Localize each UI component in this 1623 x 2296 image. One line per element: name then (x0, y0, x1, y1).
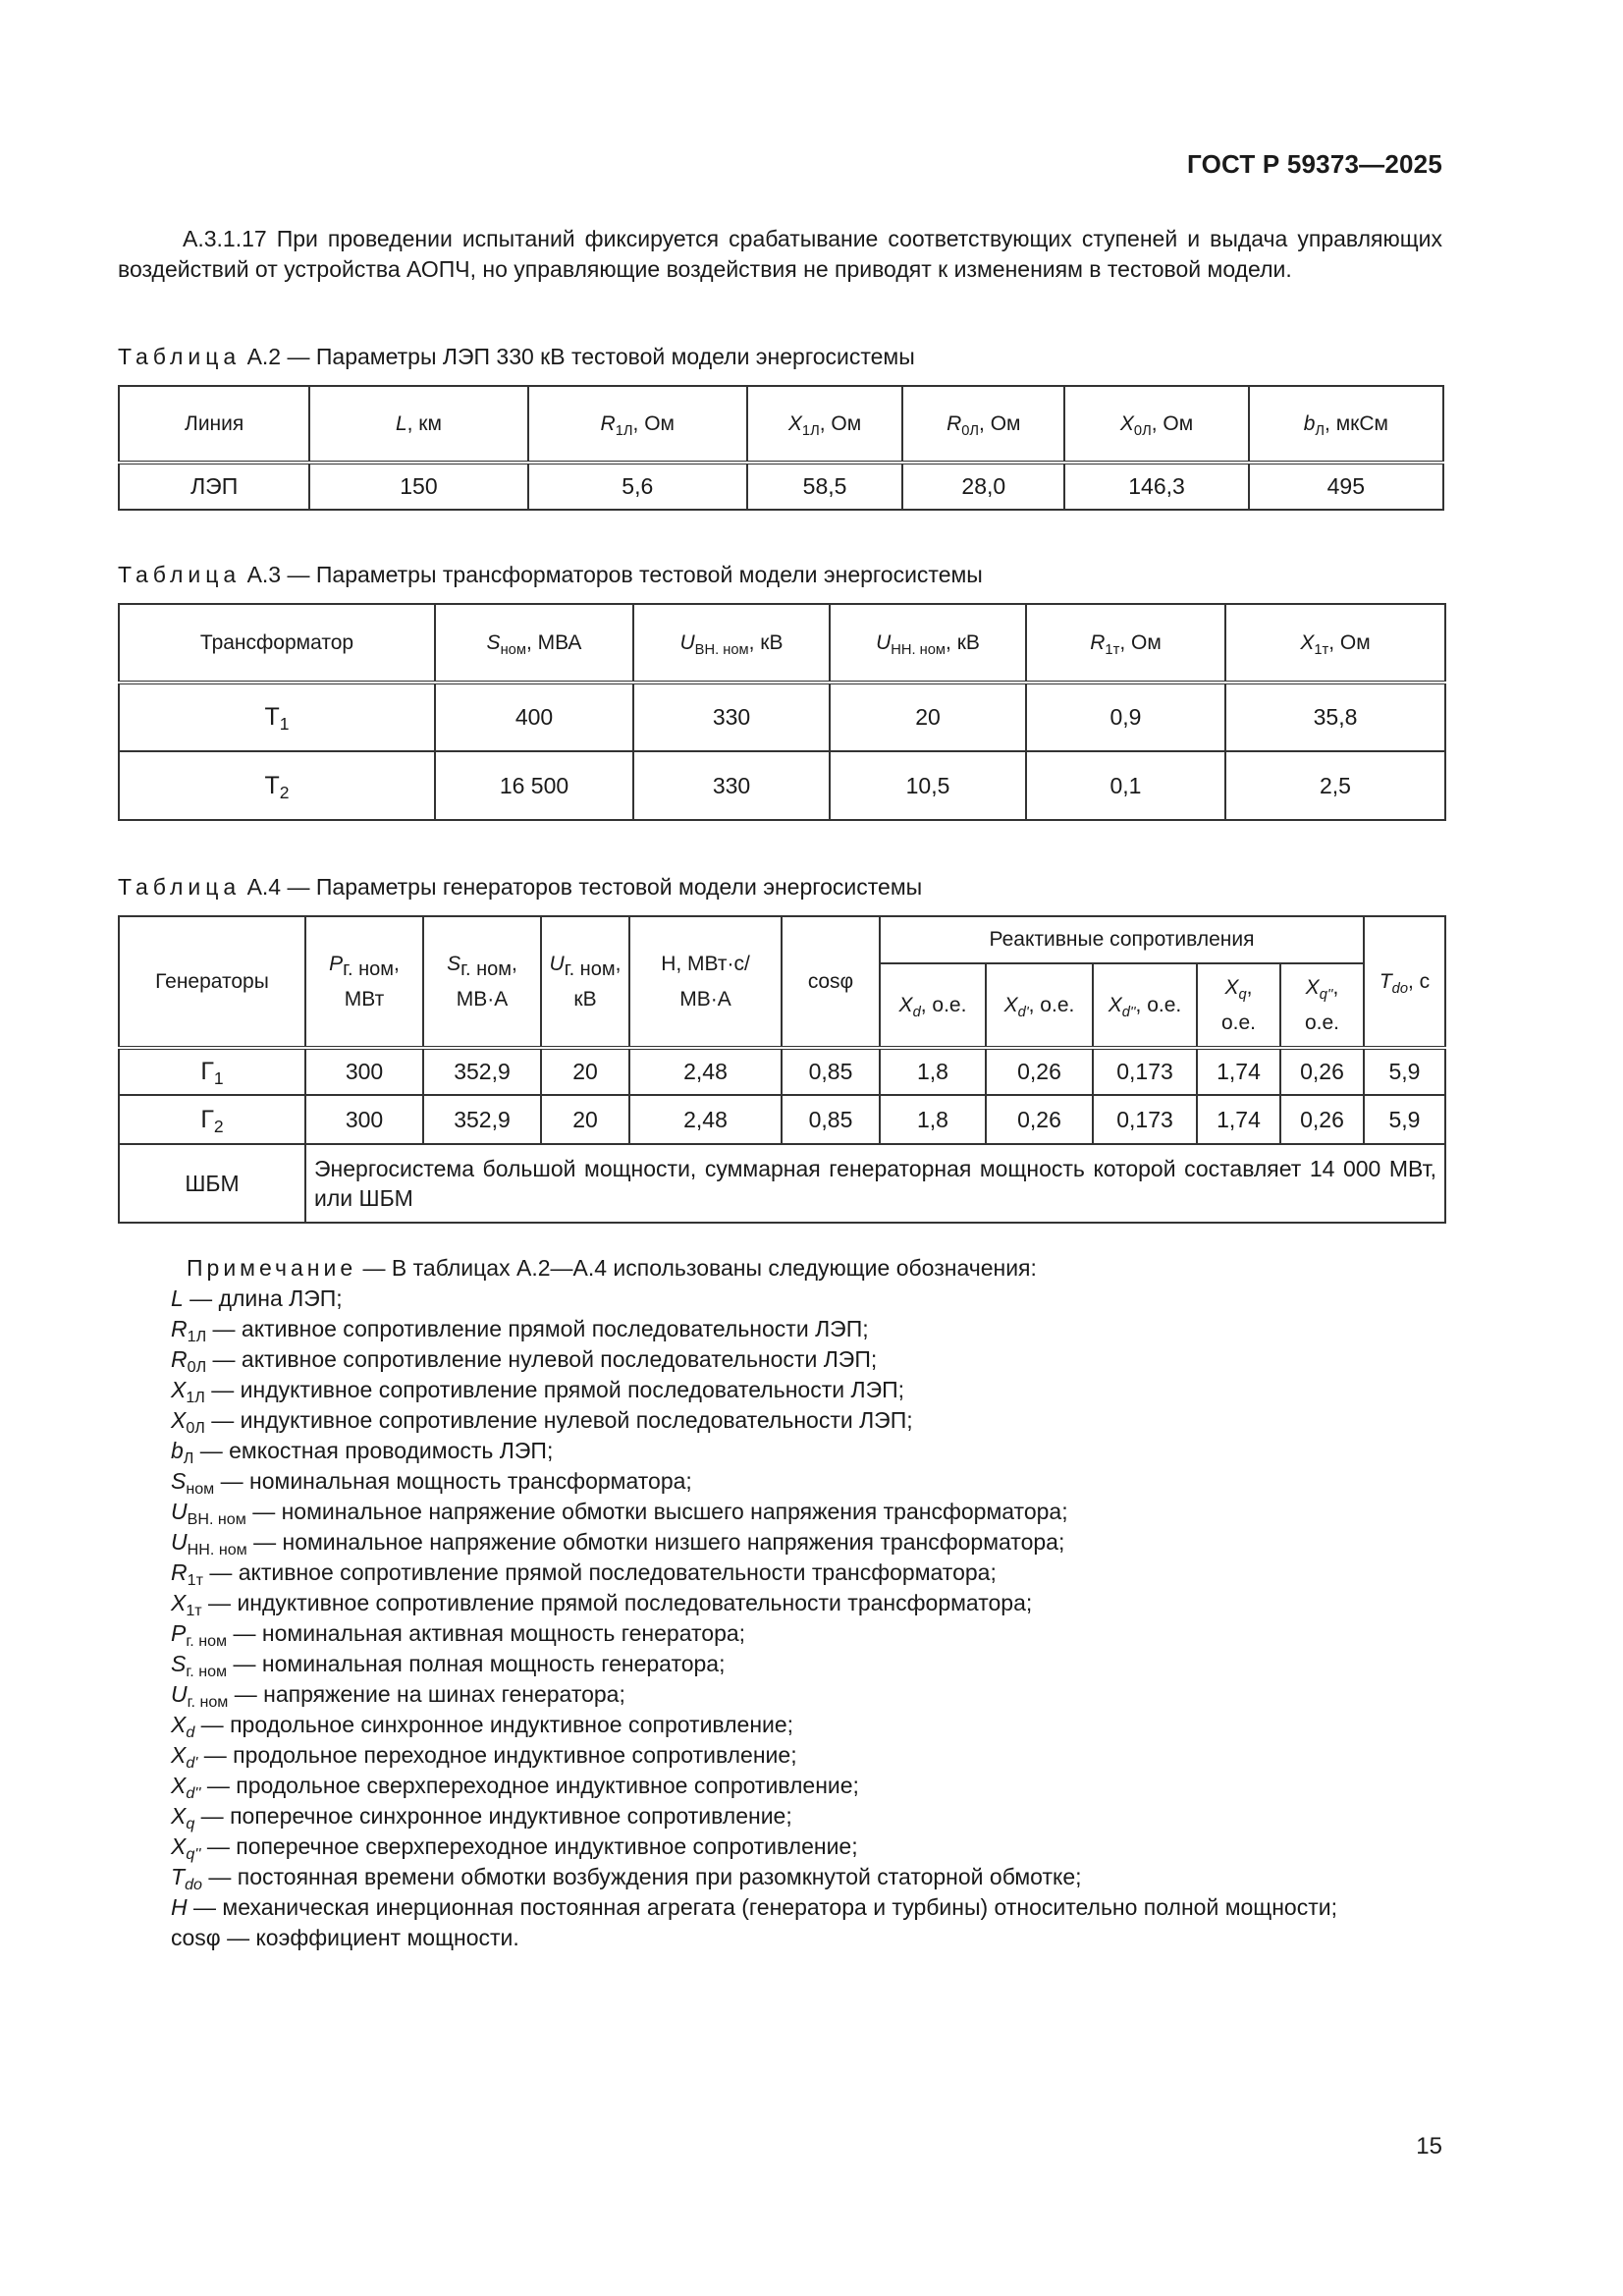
header-s-nom: $S_{г. ном}$, МВ·А (423, 916, 541, 1048)
header-xd: $X_d$, о.е. (880, 963, 986, 1048)
note-subscript: d (186, 1723, 195, 1741)
clause-a-3-1-17 (118, 224, 1442, 285)
cell-xd: 1,8 (880, 1095, 986, 1144)
note-subscript: 1Л (187, 1328, 207, 1345)
header-u-nom: $U_{г. ном}$, кВ (541, 916, 629, 1048)
header-line: Линия (119, 386, 309, 463)
note-item (171, 1527, 1447, 1558)
note-item (171, 1771, 1447, 1801)
table-note (171, 1253, 1447, 1953)
header-tdo: $T_{do}$, с (1364, 916, 1445, 1048)
header-reactances-group: Реактивные сопротивления (880, 916, 1364, 963)
note-item (171, 1375, 1447, 1405)
header-p-nom: $P_{г. ном}$, МВт (305, 916, 423, 1048)
cell-b: 495 (1249, 463, 1443, 510)
header-x1: $X_{1Л}$, Ом (747, 386, 902, 463)
cell-name: ШБМ (119, 1144, 305, 1223)
note-item (171, 1405, 1447, 1436)
cell-p: 300 (305, 1095, 423, 1144)
note-description: — продольное сверхпереходное индуктивное сопротивление; (200, 1773, 859, 1798)
table-a2-caption (118, 344, 915, 370)
note-item (171, 1740, 1447, 1771)
note-description: — длина ЛЭП; (183, 1285, 343, 1311)
note-description: — емкостная проводимость ЛЭП; (193, 1438, 554, 1463)
note-subscript: do (185, 1876, 202, 1893)
note-symbol: S (171, 1468, 187, 1494)
header-s-nom: $S_{ном}$, МВА (435, 604, 633, 683)
note-items (171, 1284, 1447, 1953)
note-item (171, 1466, 1447, 1497)
header-xq: $X_q$, о.е. (1197, 963, 1280, 1048)
note-symbol: X (171, 1712, 187, 1737)
header-generators: Генераторы (119, 916, 305, 1048)
page-number: 15 (1416, 2133, 1442, 2159)
note-symbol: L (171, 1285, 184, 1311)
note-title: Примечание — В таблицах А.2—А.4 использованы следующие обозначения: (187, 1255, 1037, 1281)
note-symbol: U (171, 1681, 188, 1707)
header-r1: $R_{1Л}$, Ом (528, 386, 747, 463)
note-subscript: d' (186, 1754, 198, 1772)
note-symbol: H (171, 1894, 188, 1920)
note-subscript: г. ном (186, 1663, 228, 1680)
cell-name: $Т_2$ (119, 751, 435, 820)
note-symbol: R (171, 1346, 188, 1372)
note-description: — номинальное напряжение обмотки низшего напряжения трансформатора; (246, 1529, 1065, 1555)
header-x1t: $X_{1т}$, Ом (1225, 604, 1445, 683)
cell-s: 352,9 (423, 1048, 541, 1095)
note-description: — активное сопротивление прямой последовательности трансформатора; (202, 1559, 997, 1585)
note-symbol: T (171, 1864, 186, 1889)
header-r1t: $R_{1т}$, Ом (1026, 604, 1225, 683)
note-description: — активное сопротивление нулевой последовательности ЛЭП; (206, 1346, 878, 1372)
cell-name: $Г_2$ (119, 1095, 305, 1144)
cell-p: 300 (305, 1048, 423, 1095)
note-subscript: Л (183, 1449, 194, 1467)
cell-xd1: 0,26 (986, 1095, 1093, 1144)
cell-s-nom: 400 (435, 683, 633, 751)
note-description: — номинальное напряжение обмотки высшего напряжения трансформатора; (245, 1499, 1068, 1524)
table-a2 (118, 385, 1444, 511)
note-symbol: U (171, 1529, 188, 1555)
cell-x1: 58,5 (747, 463, 902, 510)
caption-word: Таблица (118, 344, 242, 369)
note-subscript: ВН. ном (187, 1510, 246, 1528)
cell-u-nn: 20 (830, 683, 1026, 751)
note-item (171, 1618, 1447, 1649)
note-subscript: г. ном (186, 1632, 228, 1650)
cell-xd2: 0,173 (1093, 1048, 1197, 1095)
note-item (171, 1801, 1447, 1831)
note-item (171, 1892, 1447, 1923)
note-description: — индуктивное сопротивление прямой последовательности ЛЭП; (204, 1377, 905, 1402)
table-row (119, 751, 1445, 820)
cell-name: $Г_1$ (119, 1048, 305, 1095)
header-u-vn: $U_{ВН. ном}$, кВ (633, 604, 830, 683)
cell-tdo: 5,9 (1364, 1095, 1445, 1144)
cell-cos: 0,85 (782, 1095, 880, 1144)
table-a3-caption (118, 562, 983, 588)
note-symbol: S (171, 1651, 187, 1676)
note-item (171, 1436, 1447, 1466)
note-symbol: X (171, 1833, 187, 1859)
note-item (171, 1862, 1447, 1892)
note-subscript: ном (186, 1480, 215, 1498)
header-x0: $X_{0Л}$, Ом (1064, 386, 1248, 463)
note-symbol: X (171, 1407, 187, 1433)
note-symbol: R (171, 1316, 188, 1341)
note-description: — механическая инерционная постоянная агрегата (генератора и турбины) относительно полной мощности; (187, 1894, 1337, 1920)
table-header-row (119, 386, 1443, 463)
cell-x0: 146,3 (1064, 463, 1248, 510)
note-description: — индуктивное сопротивление нулевой последовательности ЛЭП; (204, 1407, 913, 1433)
note-item (171, 1710, 1447, 1740)
note-item (171, 1831, 1447, 1862)
cell-xd1: 0,26 (986, 1048, 1093, 1095)
cell-xd: 1,8 (880, 1048, 986, 1095)
note-description: — продольное синхронное индуктивное сопротивление; (194, 1712, 794, 1737)
note-symbol: b (171, 1438, 184, 1463)
cell-x1t: 35,8 (1225, 683, 1445, 751)
note-symbol: R (171, 1559, 188, 1585)
note-description: cosφ — коэффициент мощности. (171, 1925, 519, 1950)
note-symbol: U (171, 1499, 188, 1524)
caption-text: А.2 — Параметры ЛЭП 330 кВ тестовой модели энергосистемы (241, 344, 915, 369)
document-number: ГОСТ Р 59373—2025 (1187, 149, 1442, 179)
cell-s: 352,9 (423, 1095, 541, 1144)
note-subscript: 0Л (187, 1358, 207, 1376)
note-symbol: X (171, 1377, 187, 1402)
note-subscript: 1т (187, 1571, 203, 1589)
table-row (119, 1048, 1445, 1095)
note-symbol: P (171, 1620, 187, 1646)
note-description: — номинальная активная мощность генератора; (227, 1620, 746, 1646)
cell-xq2: 0,26 (1280, 1048, 1364, 1095)
table-row (119, 463, 1443, 510)
note-description: — номинальная мощность трансформатора; (214, 1468, 692, 1494)
cell-xd2: 0,173 (1093, 1095, 1197, 1144)
cell-name: $Т_1$ (119, 683, 435, 751)
note-subscript: 0Л (186, 1419, 205, 1437)
note-description: — поперечное сверхпереходное индуктивное сопротивление; (200, 1833, 858, 1859)
note-description: — индуктивное сопротивление прямой последовательности трансформатора; (201, 1590, 1033, 1615)
cell-x1t: 2,5 (1225, 751, 1445, 820)
cell-u-nn: 10,5 (830, 751, 1026, 820)
cell-r1: 5,6 (528, 463, 747, 510)
table-a3 (118, 603, 1446, 821)
cell-xq2: 0,26 (1280, 1095, 1364, 1144)
caption-word: Таблица (118, 874, 242, 900)
note-item (171, 1649, 1447, 1679)
note-description: — постоянная времени обмотки возбуждения при разомкнутой статорной обмотке; (201, 1864, 1082, 1889)
note-subscript: 1Л (186, 1389, 205, 1406)
header-transformer: Трансформатор (119, 604, 435, 683)
note-item (171, 1588, 1447, 1618)
cell-shbm-description: Энергосистема большой мощности, суммарная генераторная мощность которой составляет 14 000 МВт, или ШБМ (305, 1144, 1445, 1223)
header-b: $b_Л$, мкСм (1249, 386, 1443, 463)
note-symbol: X (171, 1773, 187, 1798)
note-item (171, 1344, 1447, 1375)
table-header-row (119, 604, 1445, 683)
cell-length: 150 (309, 463, 527, 510)
note-subscript: 1т (186, 1602, 202, 1619)
table-a4 (118, 915, 1446, 1224)
cell-u-vn: 330 (633, 751, 830, 820)
cell-xq: 1,74 (1197, 1095, 1280, 1144)
note-item (171, 1558, 1447, 1588)
cell-u-vn: 330 (633, 683, 830, 751)
cell-u: 20 (541, 1095, 629, 1144)
note-symbol: X (171, 1803, 187, 1829)
note-item (171, 1314, 1447, 1344)
cell-name: ЛЭП (119, 463, 309, 510)
note-item (171, 1923, 1447, 1953)
note-description: — номинальная полная мощность генератора; (227, 1651, 726, 1676)
cell-r1t: 0,9 (1026, 683, 1225, 751)
header-length: L, км (309, 386, 527, 463)
caption-text: А.4 — Параметры генераторов тестовой модели энергосистемы (241, 874, 923, 900)
caption-word: Таблица (118, 562, 242, 587)
cell-r1t: 0,1 (1026, 751, 1225, 820)
note-symbol: X (171, 1590, 187, 1615)
table-row (119, 683, 1445, 751)
header-u-nn: $U_{НН. ном}$, кВ (830, 604, 1026, 683)
cell-h: 2,48 (629, 1048, 782, 1095)
note-subscript: q'' (186, 1845, 201, 1863)
clause-text: А.3.1.17 При проведении испытаний фиксируется срабатывание соответствующих ступеней и выдача управляющих воздействий от устройства АОПЧ, но управляющие воздействия не приводят к изменениям в тестовой модели. (118, 226, 1442, 282)
table-header-row (119, 916, 1445, 963)
table-row (119, 1095, 1445, 1144)
note-item (171, 1284, 1447, 1314)
note-description: — поперечное синхронное индуктивное сопротивление; (194, 1803, 792, 1829)
header-r0: $R_{0Л}$, Ом (902, 386, 1064, 463)
table-row (119, 1144, 1445, 1223)
note-description: — продольное переходное индуктивное сопротивление; (197, 1742, 797, 1768)
cell-cos: 0,85 (782, 1048, 880, 1095)
caption-text: А.3 — Параметры трансформаторов тестовой модели энергосистемы (241, 562, 983, 587)
note-item (171, 1679, 1447, 1710)
cell-s-nom: 16 500 (435, 751, 633, 820)
header-xd1: $X_{d'}$, о.е. (986, 963, 1093, 1048)
cell-tdo: 5,9 (1364, 1048, 1445, 1095)
note-item (171, 1497, 1447, 1527)
note-description: — напряжение на шинах генератора; (228, 1681, 625, 1707)
note-subscript: г. ном (187, 1693, 229, 1711)
header-xq2: $X_{q''}$, о.е. (1280, 963, 1364, 1048)
table-a4-caption (118, 874, 922, 901)
note-description: — активное сопротивление прямой последовательности ЛЭП; (206, 1316, 869, 1341)
header-h: Н, МВт·с/ МВ·А (629, 916, 782, 1048)
note-subscript: q (186, 1815, 195, 1832)
header-xd2: $X_{d''}$, о.е. (1093, 963, 1197, 1048)
cell-u: 20 (541, 1048, 629, 1095)
cell-r0: 28,0 (902, 463, 1064, 510)
note-symbol: X (171, 1742, 187, 1768)
cell-h: 2,48 (629, 1095, 782, 1144)
header-cos: cosφ (782, 916, 880, 1048)
note-subscript: d'' (186, 1784, 201, 1802)
note-subscript: НН. ном (187, 1541, 247, 1558)
cell-xq: 1,74 (1197, 1048, 1280, 1095)
